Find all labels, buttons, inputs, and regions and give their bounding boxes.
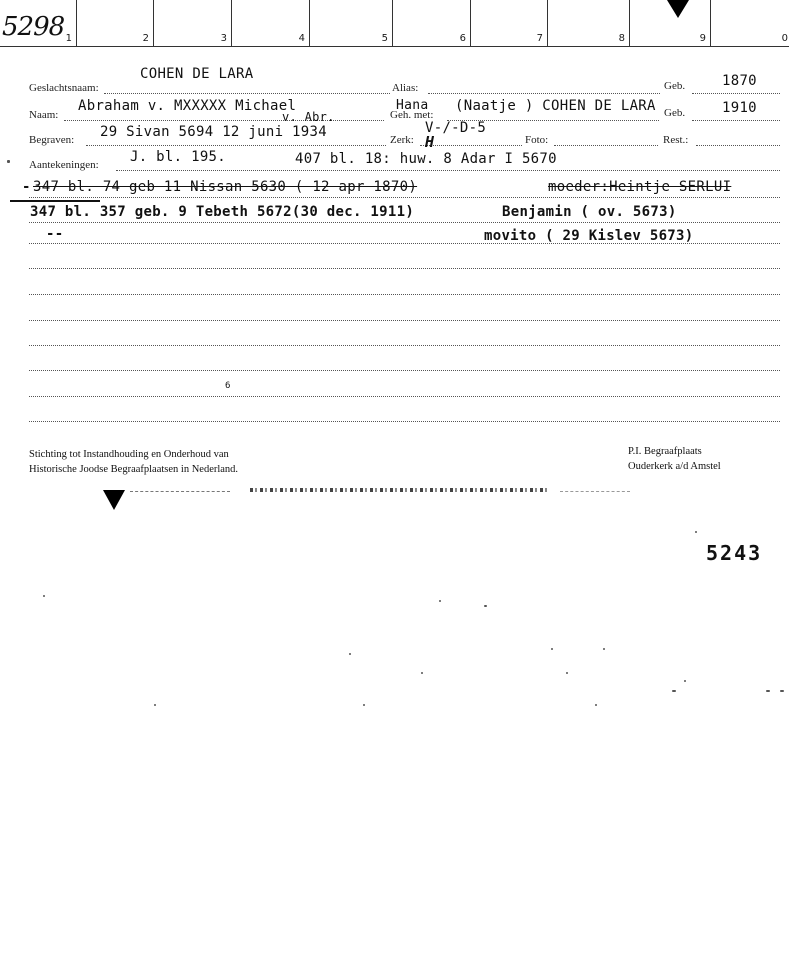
speck	[780, 690, 784, 692]
speck	[484, 605, 487, 607]
zerk-value: V-/-D-5	[425, 120, 487, 136]
column-number: 1	[65, 33, 72, 44]
notes-line4-b: movito ( 29 Kislev 5673)	[484, 228, 694, 244]
notes-line4-a: --	[46, 226, 64, 242]
dotted-line	[29, 268, 780, 269]
zerk-handwritten: H	[425, 133, 435, 151]
column-number: 3	[220, 33, 227, 44]
column-5	[309, 0, 393, 46]
speck	[551, 648, 553, 650]
column-number: 8	[618, 33, 625, 44]
speck	[672, 690, 676, 692]
notes-line3-b: Benjamin ( ov. 5673)	[502, 204, 677, 220]
dotted-line	[428, 93, 660, 94]
begraven-label: Begraven:	[29, 134, 75, 146]
dotted-line	[29, 345, 780, 346]
geb-value: 1870	[722, 73, 757, 89]
column-2	[76, 0, 154, 46]
column-number: 5	[381, 33, 388, 44]
speck	[684, 680, 686, 682]
card-edge-scan-artifact	[250, 488, 550, 492]
speck	[766, 690, 770, 692]
rest-label: Rest.:	[663, 134, 689, 146]
footer-left-line1: Stichting tot Instandhouding en Onderhoud van	[29, 449, 229, 460]
geh-met-value: (Naatje ) COHEN DE LARA	[455, 98, 656, 114]
geh-met-handwritten: Hana	[396, 98, 429, 113]
column-number: 2	[142, 33, 149, 44]
dotted-line	[29, 197, 780, 198]
index-notch-bottom	[103, 490, 125, 510]
notes-line1-a: J. bl. 195.	[130, 149, 227, 165]
handwritten-card-number: 5298	[2, 12, 65, 42]
notes-line1-b: 407 bl. 18: huw. 8 Adar I 5670	[295, 151, 557, 167]
speck	[695, 531, 697, 533]
dotted-line	[29, 370, 780, 371]
begraven-value: 29 Sivan 5694 12 juni 1934	[100, 124, 327, 140]
footer-foundation	[29, 447, 238, 477]
footer-right-line2: Ouderkerk a/d Amstel	[628, 461, 721, 472]
dotted-line	[64, 120, 384, 121]
column-4	[231, 0, 310, 46]
column-6	[392, 0, 471, 46]
dotted-line	[554, 145, 658, 146]
column-10	[710, 0, 788, 46]
dotted-line	[29, 222, 780, 223]
naam-label: Naam:	[29, 109, 59, 121]
column-number: 9	[699, 33, 706, 44]
dotted-line	[29, 396, 780, 397]
footer-right-line1: P.I. Begraafplaats	[628, 446, 702, 457]
column-number: 4	[298, 33, 305, 44]
column-3	[153, 0, 232, 46]
dotted-line	[29, 320, 780, 321]
speck	[595, 704, 597, 706]
underline-mark	[10, 200, 100, 202]
dotted-line	[104, 93, 390, 94]
footer-left-line2: Historische Joodse Begraafplaatsen in Nederland.	[29, 464, 239, 475]
dotted-line	[692, 120, 780, 121]
column-number: 6	[459, 33, 466, 44]
index-notch-top	[667, 0, 689, 18]
dotted-line	[116, 170, 780, 171]
notes-line2-struck: 347 bl. 74 geb 11 Nissan 5630 ( 12 apr 1870)	[33, 179, 418, 195]
zerk-label: Zerk:	[390, 134, 414, 146]
column-number: 7	[536, 33, 543, 44]
aantekeningen-label: Aantekeningen:	[29, 159, 99, 171]
column-number: 0	[781, 33, 788, 44]
speck	[363, 704, 365, 706]
speck	[43, 595, 45, 597]
card-edge-line	[560, 491, 630, 492]
stamped-number: 5243	[706, 541, 763, 565]
speck	[603, 648, 605, 650]
geb2-label: Geb.	[664, 107, 686, 119]
footer-cemetery	[628, 444, 721, 474]
geslachtsnaam-label: Geslachtsnaam:	[29, 82, 99, 94]
dotted-line	[692, 93, 780, 94]
notes-line2-struck-b: moeder:Heintje SERLUI	[548, 179, 732, 195]
geslachtsnaam-value: COHEN DE LARA	[140, 66, 254, 82]
speck	[7, 160, 10, 163]
alias-label: Alias:	[392, 82, 419, 94]
speck	[439, 600, 441, 602]
notes-line3-a: 347 bl. 357 geb. 9 Tebeth 5672(30 dec. 1911)	[30, 204, 415, 220]
naam-sub-value: v. Abr.	[282, 110, 335, 124]
notes-line2-prefix: -	[22, 179, 31, 195]
dotted-line	[86, 145, 386, 146]
dotted-line	[29, 421, 780, 422]
dotted-line	[696, 145, 780, 146]
dotted-line	[420, 145, 522, 146]
stray-mark: 6	[225, 381, 231, 391]
card-edge-line	[130, 491, 230, 492]
geh-met-label: Geh. met:	[390, 109, 434, 121]
dotted-line	[29, 294, 780, 295]
speck	[421, 672, 423, 674]
foto-label: Foto:	[525, 134, 549, 146]
speck	[154, 704, 156, 706]
column-7	[470, 0, 548, 46]
naam-value: Abraham v. MXXXXX Michael	[78, 98, 297, 114]
geb-label: Geb.	[664, 80, 686, 92]
speck	[349, 653, 351, 655]
geb2-value: 1910	[722, 100, 757, 116]
speck	[566, 672, 568, 674]
column-8	[547, 0, 630, 46]
